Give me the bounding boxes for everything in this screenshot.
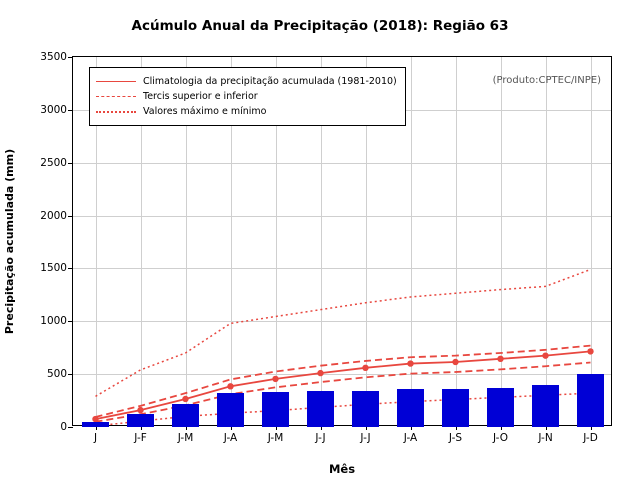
bar	[172, 404, 200, 427]
legend	[89, 67, 406, 126]
legend-item	[96, 74, 397, 89]
x-tick-label: J-D	[583, 432, 598, 444]
y-tick-label: 1500	[40, 262, 67, 275]
legend-label: Tercis superior e inferior	[143, 91, 258, 102]
legend-line-icon	[96, 107, 136, 117]
x-tick-label: J-N	[538, 432, 553, 444]
legend-label: Climatologia da precipitação acumulada (1981-2010)	[143, 76, 397, 87]
series-line	[96, 351, 591, 419]
y-tick-mark	[68, 57, 73, 58]
y-axis-label-text: Precipitação acumulada (mm)	[3, 148, 17, 334]
series-line	[96, 363, 591, 422]
bar	[397, 389, 425, 427]
series-line	[96, 393, 591, 426]
series-marker	[587, 348, 593, 354]
y-tick-label: 3000	[40, 103, 67, 116]
y-tick-mark	[68, 268, 73, 269]
x-tick-label: J-M	[267, 432, 284, 444]
y-tick-label: 1000	[40, 315, 67, 328]
bar	[307, 391, 335, 427]
bar	[442, 389, 470, 427]
y-axis-label	[2, 56, 18, 426]
bar	[127, 414, 155, 427]
series-marker	[227, 383, 233, 389]
legend-label: Valores máximo e mínimo	[143, 106, 267, 117]
x-tick-label: J-M	[177, 432, 194, 444]
x-tick-label: J-O	[492, 432, 509, 444]
y-tick-mark	[68, 163, 73, 164]
x-tick-label: J-A	[223, 432, 238, 444]
series-line	[96, 269, 591, 396]
x-tick-label: J-A	[403, 432, 418, 444]
y-tick-label: 0	[60, 421, 67, 433]
y-tick-mark	[68, 321, 73, 322]
y-tick-mark	[68, 110, 73, 111]
series-marker	[362, 365, 368, 371]
plot-area	[40, 51, 612, 444]
bar	[577, 374, 605, 427]
produto-note: (Produto:CPTEC/INPE)	[492, 75, 601, 86]
bar	[487, 388, 515, 427]
bar	[82, 422, 110, 427]
legend-item	[96, 104, 397, 119]
y-tick-mark	[68, 374, 73, 375]
series-marker	[542, 352, 548, 358]
series-marker	[497, 356, 503, 362]
y-tick-mark	[68, 216, 73, 217]
bar	[217, 393, 245, 427]
y-tick-label: 3500	[40, 51, 67, 63]
series-line	[96, 346, 591, 417]
y-tick-label: 500	[46, 368, 67, 381]
bar	[262, 392, 290, 427]
y-tick-label: 2000	[40, 209, 67, 222]
legend-line-icon	[96, 92, 136, 102]
y-tick-mark	[68, 427, 73, 428]
series-marker	[272, 376, 278, 382]
bar	[352, 391, 380, 427]
y-tick-label: 2500	[40, 156, 67, 169]
series-marker	[137, 407, 143, 413]
x-tick-label: J-J	[360, 432, 371, 444]
series-marker	[452, 359, 458, 365]
x-tick-label: J-F	[134, 432, 147, 444]
x-tick-label: J-J	[315, 432, 326, 444]
x-axis-label: Mês	[328, 462, 356, 476]
series-marker	[182, 396, 188, 402]
x-tick-label: J-S	[448, 432, 463, 444]
x-tick-label: J	[93, 432, 98, 444]
chart-title: Acúmulo Anual da Precipitação (2018): Região 63	[131, 18, 509, 34]
series-marker	[407, 360, 413, 366]
legend-item	[96, 89, 397, 104]
series-marker	[317, 370, 323, 376]
legend-line-icon	[96, 77, 136, 87]
bar	[532, 385, 560, 427]
